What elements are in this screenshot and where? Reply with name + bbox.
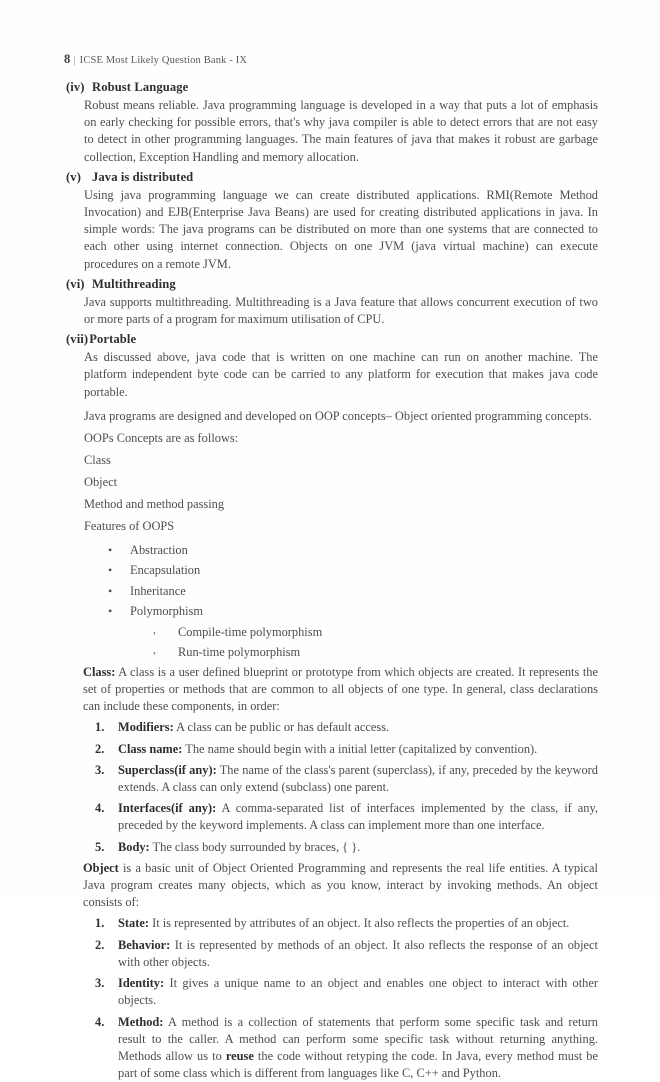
- section-body: Java supports multithreading. Multithreading is a Java feature that allows concurrent execution of two or more parts of a program for maximum utilisation of CPU.: [62, 294, 598, 328]
- item-text: It is represented by methods of an object. It also reflects the response of an object with other objects.: [118, 938, 598, 969]
- section-body: As discussed above, java code that is written on one machine can run on another machine. The platform independent byte code can be carried to any platform for execution that makes java code portable.: [62, 349, 598, 401]
- sub-feature-label: Run-time polymorphism: [178, 645, 300, 659]
- section-numeral: (vii): [66, 332, 88, 347]
- bullet-icon: •: [108, 560, 112, 581]
- list-item: [152, 622, 598, 643]
- sub-bullet-icon: ,: [153, 639, 156, 660]
- object-definition-paragraph: [62, 860, 598, 912]
- section-robust-language: [62, 80, 598, 166]
- reuse-emphasis: reuse: [226, 1049, 254, 1063]
- item-number: 3.: [95, 975, 104, 992]
- section-heading: [66, 277, 598, 292]
- list-item: [62, 937, 598, 971]
- section-heading: [66, 170, 598, 185]
- bullet-icon: •: [108, 581, 112, 602]
- item-text: The class body surrounded by braces, { }.: [150, 840, 361, 854]
- item-text: The name should begin with a initial letter (capitalized by convention).: [182, 742, 537, 756]
- item-term: Modifiers:: [118, 720, 174, 734]
- object-components-list: [62, 915, 598, 1082]
- item-number: 4.: [95, 1014, 104, 1031]
- item-term: Superclass(if any):: [118, 763, 217, 777]
- section-title: Portable: [89, 332, 598, 347]
- list-item: [108, 540, 598, 561]
- section-numeral: (v): [66, 170, 92, 185]
- item-number: 2.: [95, 937, 104, 954]
- oop-concepts-lead: OOPs Concepts are as follows:: [62, 430, 598, 447]
- oop-concept-object: Object: [62, 474, 598, 491]
- section-heading: [66, 80, 598, 95]
- item-text: A class can be public or has default access.: [174, 720, 389, 734]
- oop-features-lead: Features of OOPS: [62, 518, 598, 535]
- item-text: It is represented by attributes of an object. It also reflects the properties of an object.: [149, 916, 569, 930]
- class-definition-paragraph: [62, 664, 598, 716]
- sub-bullet-icon: ,: [153, 619, 156, 640]
- section-numeral: (iv): [66, 80, 92, 95]
- bullet-icon: •: [108, 601, 112, 622]
- list-item: [62, 839, 598, 856]
- list-item: [152, 642, 598, 663]
- item-text: The name of the class's parent (superclass), if any, preceded by the keyword extends. A class can only extend (subclass) one parent.: [118, 763, 598, 794]
- list-item: [62, 762, 598, 796]
- feature-label: Abstraction: [130, 543, 188, 557]
- sub-feature-label: Compile-time polymorphism: [178, 625, 322, 639]
- class-definition-text: A class is a user defined blueprint or prototype from which objects are created. It represents the set of properties or methods that are common to all objects of one type. In general, class declarations can include these components, in order:: [83, 665, 598, 713]
- oop-intro-paragraph: Java programs are designed and developed on OOP concepts– Object oriented programming concepts.: [62, 408, 598, 425]
- page-number: 8: [64, 52, 70, 66]
- bullet-icon: •: [108, 540, 112, 561]
- list-item: [62, 915, 598, 932]
- list-item: [108, 560, 598, 581]
- list-item: [108, 601, 598, 663]
- feature-label: Polymorphism: [130, 604, 203, 618]
- item-number: 1.: [95, 719, 104, 736]
- section-multithreading: [62, 277, 598, 328]
- section-body: Using java programming language we can create distributed applications. RMI(Remote Method Invocation) and EJB(Enterprise Java Beans) are used for creating distributed applications in java. In simple words: The java programs can be distributed on more than one systems that are connected to each other using internet connection. Objects on one JVM (java virtual machine) can execute procedures on a remote JVM.: [62, 187, 598, 273]
- section-title: Robust Language: [92, 80, 598, 95]
- item-number: 5.: [95, 839, 104, 856]
- list-item: [62, 975, 598, 1009]
- oop-concept-class: Class: [62, 452, 598, 469]
- section-numeral: (vi): [66, 277, 92, 292]
- item-term: Interfaces(if any):: [118, 801, 216, 815]
- item-text: It gives a unique name to an object and enables one object to interact with other objects.: [118, 976, 598, 1007]
- section-title: Multithreading: [92, 277, 598, 292]
- polymorphism-sublist: [130, 622, 598, 663]
- feature-label: Inheritance: [130, 584, 186, 598]
- class-term: Class:: [83, 665, 115, 679]
- oop-concept-method: Method and method passing: [62, 496, 598, 513]
- item-term: State:: [118, 916, 149, 930]
- item-number: 4.: [95, 800, 104, 817]
- list-item: [62, 719, 598, 736]
- list-item: [62, 741, 598, 758]
- item-term: Identity:: [118, 976, 164, 990]
- list-item: [62, 800, 598, 834]
- item-number: 1.: [95, 915, 104, 932]
- section-title: Java is distributed: [92, 170, 598, 185]
- item-term: Method:: [118, 1015, 163, 1029]
- item-number: 2.: [95, 741, 104, 758]
- item-text: A comma-separated list of interfaces implemented by the class, if any, preceded by the keyword implements. A class can implement more than one interface.: [118, 801, 598, 832]
- section-portable: [62, 332, 598, 401]
- book-title: ICSE Most Likely Question Bank - IX: [80, 55, 247, 66]
- oops-features-list: [62, 540, 598, 663]
- item-text: A method is a collection of statements that perform some specific task and return result to the caller. A method can perform some specific task without returning anything. Methods allow us to: [118, 1015, 598, 1063]
- header-separator: |: [73, 55, 75, 66]
- list-item: [62, 1014, 598, 1082]
- object-term: Object: [83, 861, 119, 875]
- feature-label: Encapsulation: [130, 563, 200, 577]
- list-item: [108, 581, 598, 602]
- section-java-is-distributed: [62, 170, 598, 273]
- item-term: Body:: [118, 840, 150, 854]
- item-term: Behavior:: [118, 938, 170, 952]
- item-text-continued: the code without retyping the code. In Java, every method must be part of some class which is different from languages like C, C++ and Python.: [118, 1049, 598, 1080]
- page-header: [64, 52, 598, 67]
- section-body: Robust means reliable. Java programming language is developed in a way that puts a lot of emphasis on early checking for possible errors, that's why java compiler is able to detect errors that are not easy to detect in other programming languages. The main features of java that makes it robust are garbage collection, Exception Handling and memory allocation.: [62, 97, 598, 166]
- class-components-list: [62, 719, 598, 855]
- item-term: Class name:: [118, 742, 182, 756]
- object-definition-text: is a basic unit of Object Oriented Programming and represents the real life entities. A typical Java program creates many objects, which as you know, interact by invoking methods. An object consists of:: [83, 861, 598, 909]
- section-heading: [66, 332, 598, 347]
- item-number: 3.: [95, 762, 104, 779]
